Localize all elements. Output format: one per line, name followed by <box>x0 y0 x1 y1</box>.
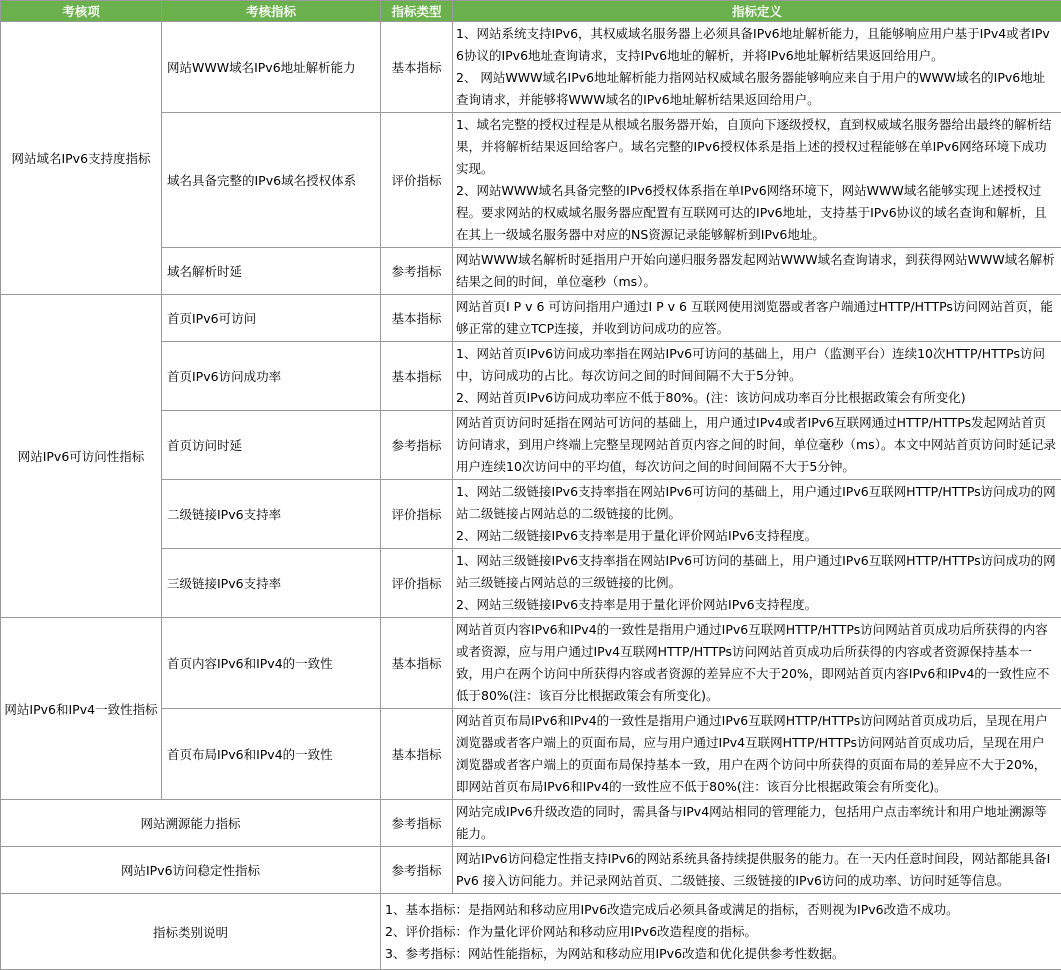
definition-line: 网站首页内容IPv6和IPv4的一致性是指用户通过IPv6互联网HTTP/HTTPs访问网站首页成功后所获得的内容或者资源，应与用户通过IPv4互联网HTTP/HTTPs访问网站首页成功后所获得的内容或者资源保持基本一致，用户在两个访问中所获得内容或者资源的差异应不大于20%，即网站首页内容IPv6和IPv4的一致性应不低于80%(注：该百分比根据政策会有所变化)。 <box>456 619 1057 707</box>
definition-line: 2、网站二级链接IPv6支持率是用于量化评价网站IPv6支持程度。 <box>456 525 1057 547</box>
definition-line: 2、 网站WWW域名IPv6地址解析能力指网站权威域名服务器能够响应来自于用户的WWW域名的IPv6地址查询请求，并能够将WWW域名的IPv6地址解析结果返回给用户。 <box>456 67 1057 111</box>
definition-line: 1、网站系统支持IPv6，其权威域名服务器上必须具备IPv6地址解析能力，且能够响应用户基于IPv4或者IPv6协议的IPv6地址查询请求，支持IPv6地址的解析，并将IPv6地址解析结果返回给用户。 <box>456 23 1057 67</box>
definition-line: 网站首页访问时延指在网站可访问的基础上，用户通过IPv4或者IPv6互联网通过HTTP/HTTPs发起网站首页访问请求，到用户终端上完整呈现网站首页内容之间的时间，单位毫秒（ms）。本文中网站首页访问时延记录用户连续10次访问中的平均值，每次访问之间的时间间隔不大于5分钟。 <box>456 412 1057 478</box>
header-definition: 指标定义 <box>453 1 1061 22</box>
type-cell: 参考指标 <box>381 411 453 480</box>
definition-line: 2、网站WWW域名具备完整的IPv6授权体系指在单IPv6网络环境下，网站WWW域名能够实现上述授权过程。要求网站的权威域名服务器应配置有互联网可达的IPv6地址，支持基于IPv6协议的域名查询和解析，且在其上一级域名服务器中对应的NS资源记录能够解析到IPv6地址。 <box>456 180 1057 246</box>
category-cell: 网站域名IPv6支持度指标 <box>1 22 162 295</box>
table-row <box>1 894 1061 970</box>
definition-line: 网站IPv6访问稳定性指支持IPv6的网站系统具备持续提供服务的能力。在一天内任意时间段，网站都能具备IPv6 接入访问能力。并记录网站首页、二级链接、三级链接的IPv6访问的成功率、访问时延等信息。 <box>456 848 1057 892</box>
table-header-row <box>1 1 1061 22</box>
indicator-cell: 首页IPv6可访问 <box>162 295 381 342</box>
definition-cell <box>453 113 1061 248</box>
indicator-cell: 首页访问时延 <box>162 411 381 480</box>
header-indicator: 考核指标 <box>162 1 381 22</box>
header-type: 指标类型 <box>381 1 453 22</box>
type-cell: 参考指标 <box>381 800 453 847</box>
definition-line: 网站首页布局IPv6和IPv4的一致性是指用户通过IPv6互联网HTTP/HTTPs访问网站首页成功后，呈现在用户浏览器或者客户端上的页面布局，应与用户通过IPv4互联网HTTP/HTTPs访问网站首页成功后，呈现在用户浏览器或者客户端上的页面布局保持基本一致，用户在两个访问中所获得的页面布局的差异应不大于20%，即网站首页布局IPv6和IPv4的一致性应不低于80%(注：该百分比根据政策会有所变化)。 <box>456 710 1057 798</box>
indicator-cell: 域名具备完整的IPv6域名授权体系 <box>162 113 381 248</box>
type-cell: 参考指标 <box>381 847 453 894</box>
type-cell: 基本指标 <box>381 618 453 709</box>
definition-line: 1、域名完整的授权过程是从根域名服务器开始，自顶向下逐级授权，直到权威域名服务器给出最终的解析结果，并将解析结果返回给客户。域名完整的IPv6授权体系是指上述的授权过程能够在单IPv6网络环境下成功实现。 <box>456 114 1057 180</box>
definition-line: 2、网站三级链接IPv6支持率是用于量化评价网站IPv6支持程度。 <box>456 594 1057 616</box>
definition-cell <box>453 618 1061 709</box>
indicator-cell: 首页IPv6访问成功率 <box>162 342 381 411</box>
definition-line: 网站WWW域名解析时延指用户开始向递归服务器发起网站WWW域名查询请求，到获得网站WWW域名解析结果之间的时间，单位毫秒（ms）。 <box>456 249 1057 293</box>
definition-cell <box>453 22 1061 113</box>
type-cell: 评价指标 <box>381 549 453 618</box>
indicator-cell: 首页布局IPv6和IPv4的一致性 <box>162 709 381 800</box>
table-row <box>1 618 1061 709</box>
footer-note: 2、评价指标：作为量化评价网站和移动应用IPv6改造程度的指标。 <box>385 921 1057 943</box>
definition-cell <box>453 295 1061 342</box>
type-cell: 参考指标 <box>381 248 453 295</box>
indicator-cell: 网站WWW域名IPv6地址解析能力 <box>162 22 381 113</box>
definition-cell <box>453 800 1061 847</box>
footer-note: 3、参考指标：网站性能指标，为网站和移动应用IPv6改造和优化提供参考性数据。 <box>385 943 1057 965</box>
table-row <box>1 22 1061 113</box>
definition-cell <box>453 248 1061 295</box>
indicator-cell: 三级链接IPv6支持率 <box>162 549 381 618</box>
indicator-cell: 域名解析时延 <box>162 248 381 295</box>
definition-line: 2、网站首页IPv6访问成功率应不低于80%。(注：该访问成功率百分比根据政策会有所变化) <box>456 387 1057 409</box>
footer-label: 指标类别说明 <box>1 894 381 970</box>
footer-note: 1、基本指标：是指网站和移动应用IPv6改造完成后必须具备或满足的指标，否则视为IPv6改造不成功。 <box>385 899 1057 921</box>
definition-line: 1、网站首页IPv6访问成功率指在网站IPv6可访问的基础上，用户（监测平台）连续10次HTTP/HTTPs访问中，访问成功的占比。每次访问之间的时间间隔不大于5分钟。 <box>456 343 1057 387</box>
definition-cell <box>453 342 1061 411</box>
footer-notes <box>381 894 1061 970</box>
definition-line: 1、网站三级链接IPv6支持率指在网站IPv6可访问的基础上，用户通过IPv6互联网HTTP/HTTPs访问成功的网站三级链接占网站总的三级链接的比例。 <box>456 550 1057 594</box>
definition-line: 网站完成IPv6升级改造的同时，需具备与IPv4网站相同的管理能力，包括用户点击率统计和用户地址溯源等能力。 <box>456 801 1057 845</box>
indicator-cell: 二级链接IPv6支持率 <box>162 480 381 549</box>
definition-line: 1、网站二级链接IPv6支持率指在网站IPv6可访问的基础上，用户通过IPv6互联网HTTP/HTTPs访问成功的网站二级链接占网站总的二级链接的比例。 <box>456 481 1057 525</box>
type-cell: 评价指标 <box>381 113 453 248</box>
definition-cell <box>453 549 1061 618</box>
category-cell: 网站IPv6可访问性指标 <box>1 295 162 618</box>
type-cell: 基本指标 <box>381 295 453 342</box>
header-category: 考核项 <box>1 1 162 22</box>
definition-line: 网站首页I P v 6 可访问指用户通过I P v 6 互联网使用浏览器或者客户端通过HTTP/HTTPs访问网站首页，能够正常的建立TCP连接，并收到访问成功的应答。 <box>456 296 1057 340</box>
indicator-cell: 网站溯源能力指标 <box>1 800 381 847</box>
indicator-cell: 首页内容IPv6和IPv4的一致性 <box>162 618 381 709</box>
table-row <box>1 295 1061 342</box>
type-cell: 基本指标 <box>381 22 453 113</box>
definition-cell <box>453 847 1061 894</box>
type-cell: 基本指标 <box>381 709 453 800</box>
table-row <box>1 800 1061 847</box>
type-cell: 基本指标 <box>381 342 453 411</box>
definition-cell <box>453 480 1061 549</box>
indicator-cell: 网站IPv6访问稳定性指标 <box>1 847 381 894</box>
category-cell: 网站IPv6和IPv4一致性指标 <box>1 618 162 800</box>
definition-cell <box>453 709 1061 800</box>
type-cell: 评价指标 <box>381 480 453 549</box>
table-row <box>1 847 1061 894</box>
definition-cell <box>453 411 1061 480</box>
